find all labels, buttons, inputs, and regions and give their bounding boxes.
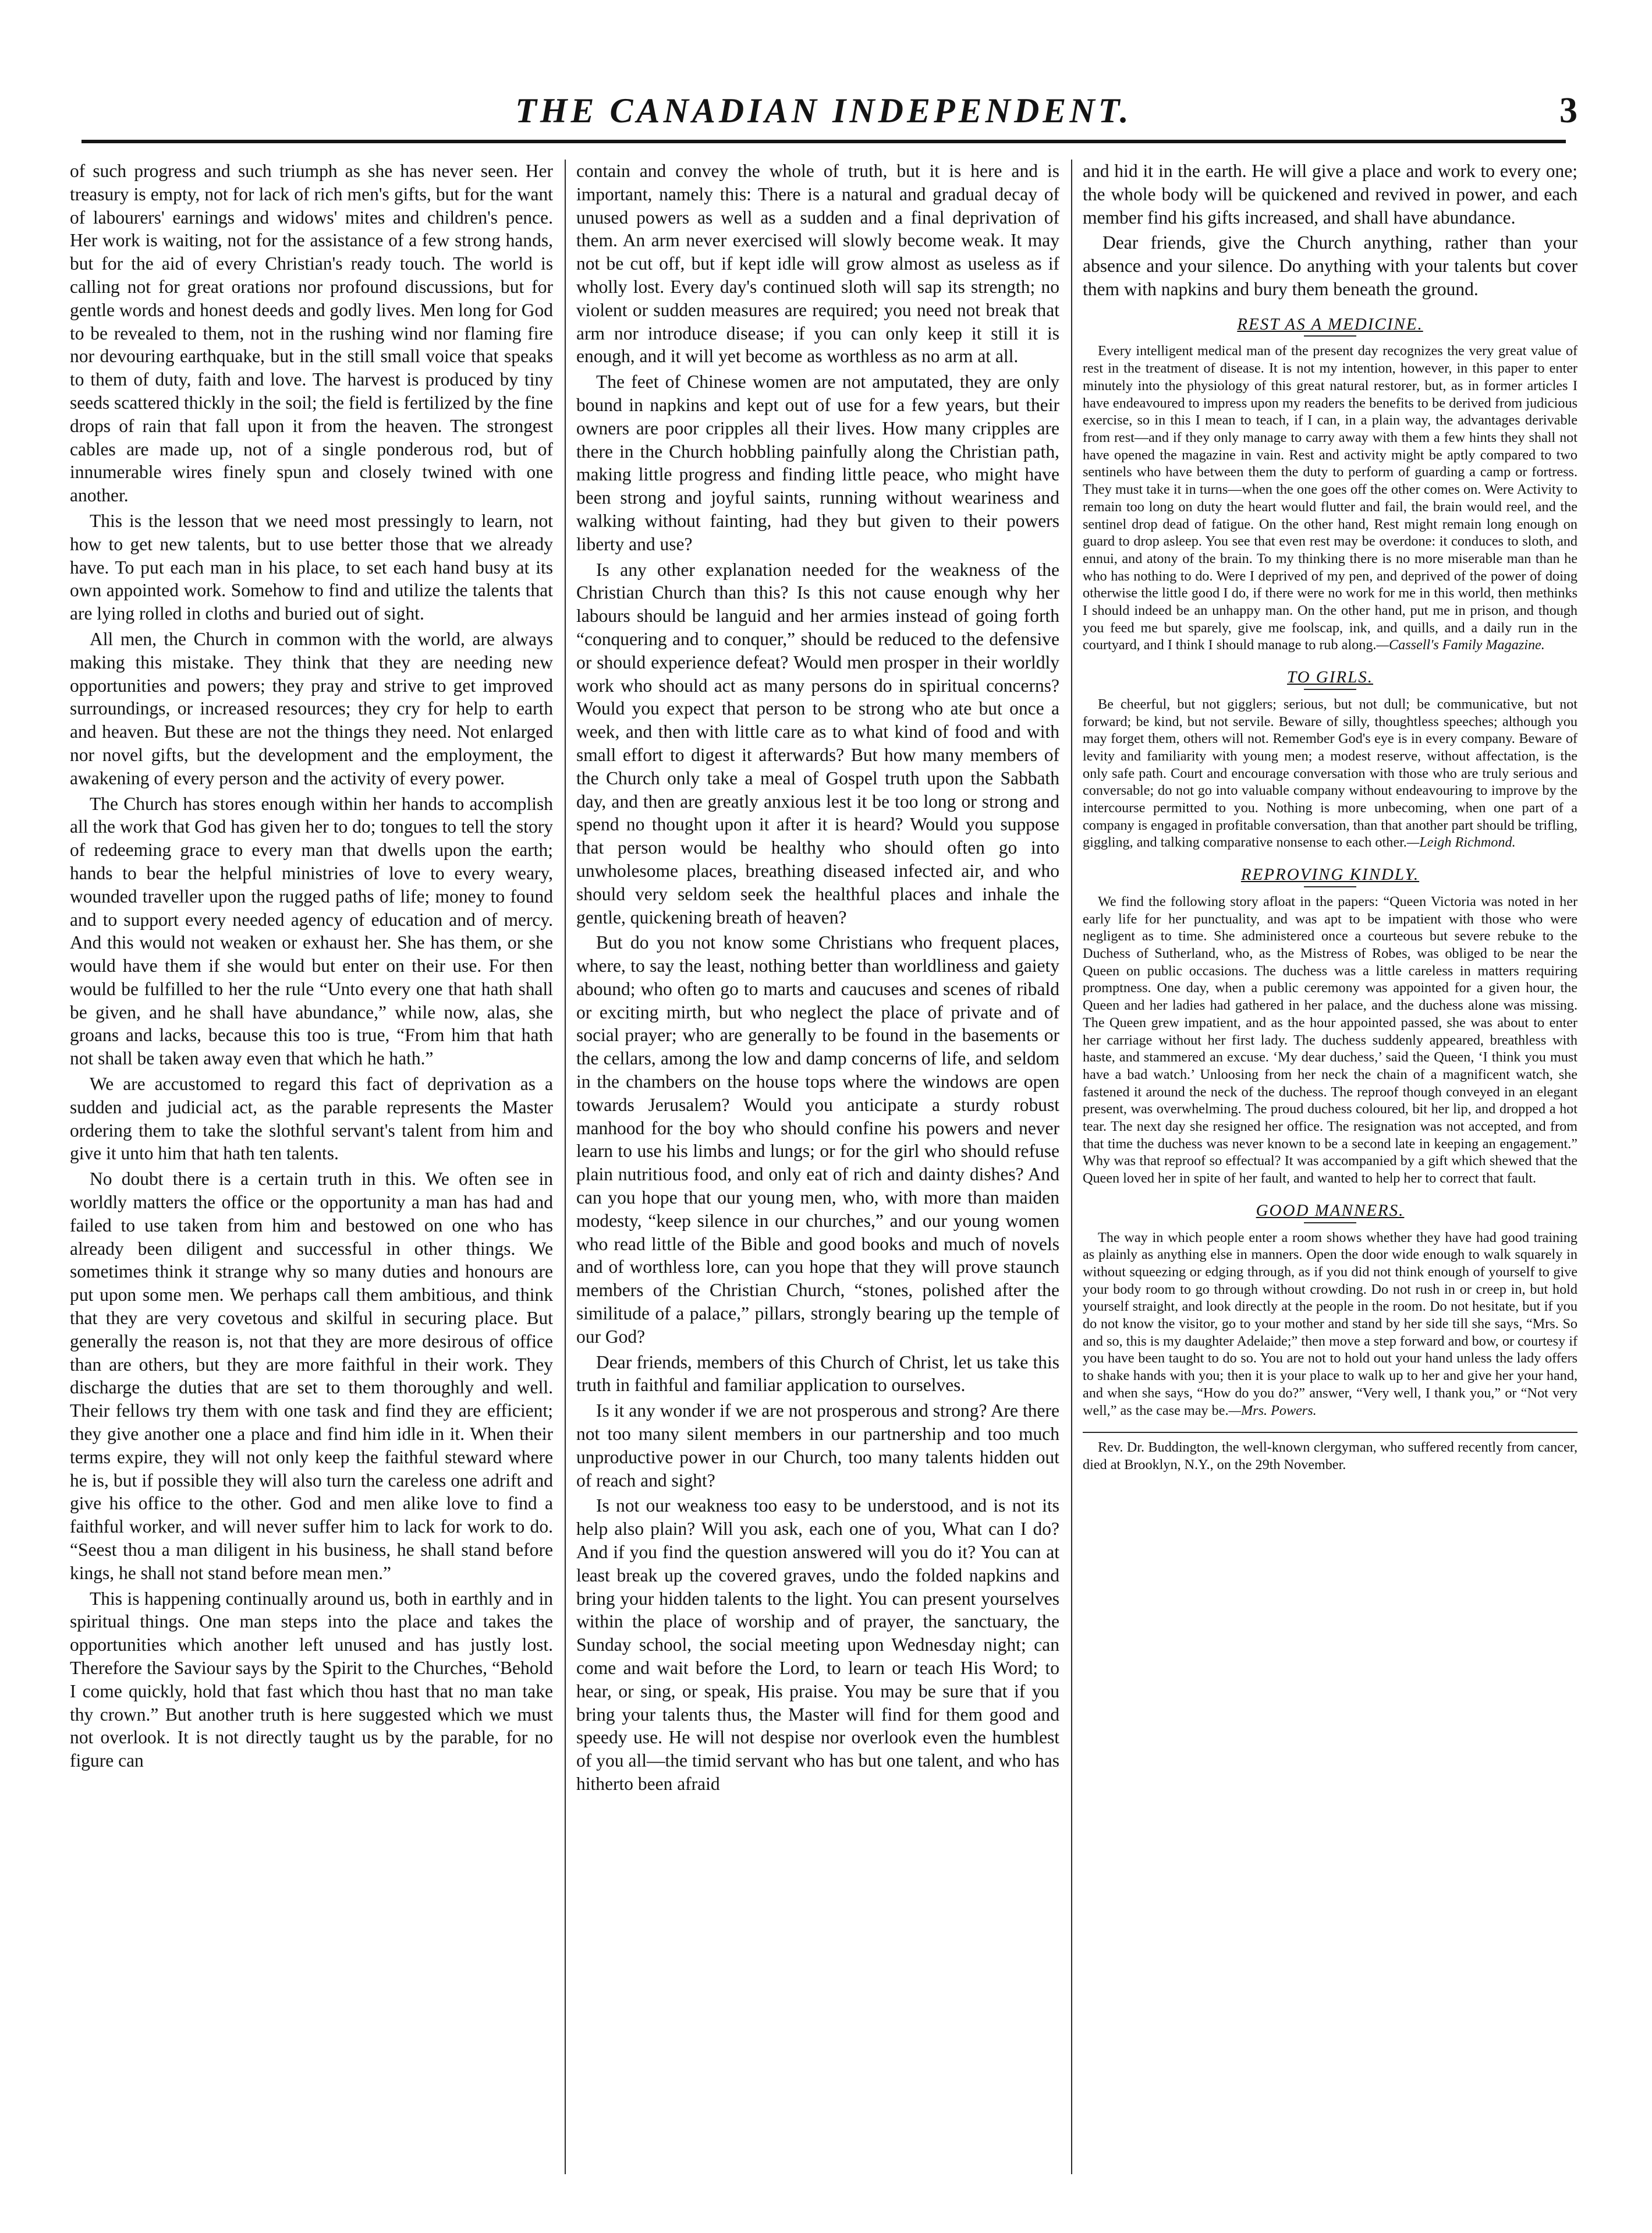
article-heading: REPROVING KINDLY. (1240, 865, 1420, 884)
paragraph: All men, the Church in common with the world, are always making this mistake. They think that they are needing new opportunities and powers; they pray and strive to get improved surroundings, or increased resources; they cry for help to earth and heaven. But these are not the things they need. Not enlarged nor novel gifts, but the development and the employment, the awakening of every person and the activity of every power. (70, 628, 553, 788)
masthead (70, 87, 1577, 143)
paragraph: Is any other explanation needed for the weakness of the Christian Church than this? Is this not cause enough why her labours should be languid and her armies instead of going forth “conquering and to conquer,” should be reduced to the defensive or should experience defeat? Would men prosper in their worldly work who should act as many persons do in spiritual concerns? Would you expect that person to be strong who ate but once a week, and then with little care as to what kind of food and with small effort to digest it afterwards? But how many members of the Church only take a meal of Gospel truth upon the Sabbath day, and then are greatly anxious lest it be too long or strong and spend no thought upon it after it is heard? Would you suppose that person would be healthy who should often go into unwholesome places, breathing diseased infected air, and who should very seldom seek the healthful places and inhale the gentle, quickening breath of heaven? (576, 559, 1059, 928)
masthead-rule (81, 140, 1566, 143)
column-rule (565, 160, 566, 2174)
column-3 (1083, 160, 1577, 2174)
paragraph: Is it any wonder if we are not prosperous and strong? Are there not too many silent members in our partnership and too much unproductive power in our Church, too many talents hidden out of reach and sight? (576, 1400, 1059, 1491)
obituary-note (1083, 1432, 1577, 1473)
paragraph: Is not our weakness too easy to be understood, and is not its help also plain? Will you ask, each one of you, What can I do? And if you find the question answered will you do it? You can at least break up the covered graves, undo the folded napkins and bring your hidden talents to the light. You can present yourselves within the place of worship and of prayer, the sanctuary, the Sunday school, the social meeting upon Wednesday night; can come and wait before the Lord, to learn or teach His Word; to hear, or sing, or speak, His praise. You may be sure that if you bring your talents thus, the Master will find for them good and speedy use. He will not despise nor overlook even the humblest of you all—the timid servant who has but one talent, and who has hitherto been afraid (576, 1495, 1059, 1794)
heading-rule (1304, 689, 1356, 690)
paragraph: This is happening continually around us, both in earthly and in spiritual things. One man steps into the place and takes the opportunities which another left unused and has justly lost. Therefore the Saviour says by the Spirit to the Churches, “Behold I come quickly, hold that fast which thou hast that no man take thy crown.” But another truth is here suggested which we must not overlook. It is not directly taught us by the parable, for no figure can (70, 1588, 553, 1771)
article-heading: GOOD MANNERS. (1256, 1201, 1405, 1220)
article-reproving-kindly (1083, 866, 1577, 1187)
heading-rule (1304, 886, 1356, 887)
article-text: The way in which people enter a room shows whether they have had good training as plainly as anything else in manners. Open the door wide enough to walk squarely in without squeezing or edging through, as if you did not think enough of yourself to give your body room to go through without crowding. Do not rush in or creep in, but hold yourself straight, and look directly at the people in the room. Do not hesitate, but if you do not know the visitor, go to your mother and stand by her side till she says, “Mrs. So and so, this is my daughter Adelaide;” then move a step forward and bow, or courtesy if you have been taught to do so. You are not to hold out your hand unless the lady offers to shake hands with you; then it is your place to walk up to her and give her your hand, and when she says, “How do you do?” answer, “Very well, I thank you,” or “Not very well,” as the case may be. (1083, 1229, 1577, 1418)
article-text: Be cheerful, but not gigglers; serious, but not dull; be communicative, but not forward; be kind, but not servile. Beware of silly, thoughtless speeches; although you may forget them, others will not. Remember God's eye is in every company. Beware of levity and familiarity with young men; a modest reserve, without affectation, is the only safe path. Court and encourage conversation with those who are truly serious and conversable; do not go into valuable company without endeavouring to improve by the intercourse permitted to you. Nothing is more unbecoming, when one part of a company is engaged in profitable conversation, than that another part should be trifling, giggling, and talking comparative nonsense to each other. (1083, 696, 1577, 851)
column-1 (70, 160, 553, 2174)
article-to-girls (1083, 669, 1577, 851)
paragraph: Dear friends, give the Church anything, rather than your absence and your silence. Do anything with your talents but cover them with napkins and bury them beneath the ground. (1083, 232, 1577, 299)
heading-rule (1304, 1222, 1356, 1223)
article-heading: REST AS A MEDICINE. (1237, 314, 1423, 334)
paragraph: The feet of Chinese women are not amputated, they are only bound in napkins and kept out of use for a few years, but their owners are poor cripples all their lives. How many cripples are there in the Church hobbling painfully along the Christian path, making little progress and finding little peace, who might have been strong and joyful saints, running without weariness and walking without fainting, had they but given to their powers liberty and use? (576, 371, 1059, 554)
heading-rule (1304, 335, 1356, 337)
paragraph: Dear friends, members of this Church of Christ, let us take this truth in faithful and familiar application to ourselves. (576, 1351, 1059, 1396)
page-number: 3 (1559, 91, 1577, 130)
article-body: We find the following story afloat in the papers: “Queen Victoria was noted in her early life for her punctuality, and was apt to be impatient with those who were negligent as to time. She administered once a courteous but severe rebuke to the Duchess of Sutherland, who, as the Mistress of Robes, was obliged to be near the Queen on public occasions. The duchess was a little careless in matters requiring promptness. One day, when a public ceremony was appointed for a given hour, the Queen and her ladies had gathered in her palace, and the duchess alone was missing. The Queen grew impatient, and as the hour appointed passed, she was about to enter her carriage without her first lady. The duchess suddenly appeared, breathless with haste, and stammered an excuse. ‘My dear duchess,’ said the Queen, ‘I think you must have a bad watch.’ Unloosing from her neck the chain of a magnificent watch, she fastened it around the neck of the duchess. The reproof though conveyed in an elegant present, was overwhelming. The proud duchess coloured, bit her lip, and dropped a hot tear. The next day she resigned her office. The resignation was not accepted, and from that time the duchess was never known to be a second late in keeping an engagement.” Why was that reproof so effectual? It was accompanied by a gift which shewed that the Queen loved her in spite of her fault, and wanted to help her to correct that fault. (1083, 893, 1577, 1187)
paragraph: The Church has stores enough within her hands to accomplish all the work that God has given her to do; tongues to tell the story of redeeming grace to every man that dwells upon the earth; hands to bear the helpful ministries of love to every weary, wounded traveller upon the rugged paths of life; money to found and to support every needed agency of education and of mercy. And this would not weaken or exhaust her. She has them, or she would have them if she would but enter on their use. For then would be fulfilled to her the rule “Unto every one that hath shall be given, and he shall have abundance,” while now, alas, she groans and lacks, because this too is true, “From him that hath not shall be taken away even that which he hath.” (70, 793, 553, 1069)
article-text: Every intelligent medical man of the present day recognizes the very great value of rest in the treatment of disease. It is not my intention, however, in this paper to enter minutely into the physiology of this great natural restorer, but, as in former articles I have endeavoured to impress upon my readers the benefits to be derived from judicious exercise, so in this I mean to teach, if I can, in a plain way, the advantages derivable from rest—and if they only manage to carry away with them a few hints they shall not have opened the magazine in vain. Rest and activity might be aptly compared to two sentinels who have between them the duty to perform of guarding a camp or fortress. They must take it in turns—when the one goes off the other comes on. Were Activity to remain too long on duty the heart would flutter and fail, the brain would reel, and the sentinel drop dead of fatigue. On the other hand, Rest might remain long enough on guard to drop asleep. You see that even rest may be overdone: it conduces to sloth, and ennui, and atony of the brain. To my thinking there is no more miserable man than he who has nothing to do. Were I deprived of my pen, and deprived of the power of doing otherwise the little good I do, if there were no work for me in this world, then methinks I should indeed be an unhappy man. On the other hand, put me in prison, and though you feed me but sparely, give me foolscap, ink, and quills, and a daily run in the courtyard, and I think I should manage to rub along. (1083, 343, 1577, 653)
article-attribution: —Cassell's Family Magazine. (1376, 637, 1545, 653)
newspaper-page (70, 87, 1577, 2184)
paragraph: contain and convey the whole of truth, but it is here and is important, namely this: There is a natural and gradual decay of unused powers as well as a sudden and a final deprivation of them. An arm never exercised will slowly become weak. It may not be cut off, but if kept idle will grow almost as useless as if wholly lost. Every day's continued sloth will sap its strength; no violent or sudden measures are required; you need not break that arm nor introduce disease; if you can only keep it still it is enough, and it will yet become as worthless as no arm at all. (576, 161, 1059, 367)
obituary-text: Rev. Dr. Buddington, the well-known clergyman, who suffered recently from cancer, died at Brooklyn, N.Y., on the 29th November. (1083, 1439, 1577, 1473)
paragraph: But do you not know some Christians who frequent places, where, to say the least, nothing better than worldliness and gaiety abound; who often go to marts and caucuses and scenes of ribald or exciting mirth, but who neglect the place of private and of social prayer; who are generally to be found in the basements or the cellars, among the low and damp concerns of life, and seldom in the chambers on the house tops where the windows are open towards Jerusalem? Would you anticipate a sturdy robust manhood for the boy who should confine his powers and never learn to use his limbs and lungs; or for the girl who should refuse plain nutritious food, and only eat of rich and dainty dishes? And can you hope that our young men, who, with more than maiden modesty, “keep silence in our churches,” and our young women who read little of the Bible and good books and much of novels and of worthless lore, can you hope that they will prove staunch members of the Christian Church, “stones, polished after the similitude of a palace,” pillars, strongly bearing up the temple of our God? (576, 932, 1059, 1347)
article-attribution: —Mrs. Powers. (1228, 1402, 1317, 1418)
paragraph: This is the lesson that we need most pressingly to learn, not how to get new talents, but to use better those that we already have. To put each man in his place, to set each hand busy at its own appointed work. Somehow to find and utilize the talents that are lying rolled in cloths and buried out of sight. (70, 510, 553, 624)
article-body (1083, 1229, 1577, 1420)
paragraph: We are accustomed to regard this fact of deprivation as a sudden and judicial act, as the parable represents the Master ordering them to take the slothful servant's talent from him and give it unto him that hath ten talents. (70, 1074, 553, 1164)
masthead-title: THE CANADIAN INDEPENDENT. (515, 91, 1132, 130)
article-good-manners (1083, 1202, 1577, 1419)
article-body (1083, 342, 1577, 654)
column-2 (576, 160, 1059, 2174)
article-rest-as-medicine (1083, 316, 1577, 654)
paragraph: of such progress and such triumph as she has never seen. Her treasury is empty, not for lack of rich men's gifts, but for the want of labourers' earnings and widows' mites and children's pence. Her work is waiting, not for the assistance of a few strong hands, but for the aid of every Christian's ready touch. The world is calling not for great orations nor profound discussions, but for gentle words and honest deeds and godly lives. Men long for God to be revealed to them, not in the rushing wind nor flaming fire nor devouring earthquake, but in the still small voice that speaks to them of duty, faith and love. The harvest is produced by tiny seeds scattered thickly in the soil; the field is fertilized by the fine drops of rain that fall upon it from the heaven. The strongest cables are made up, not of a single ponderous rod, but of innumerable wires finely spun and closely twined with one another. (70, 161, 553, 506)
column-rule (1071, 160, 1072, 2174)
paragraph: and hid it in the earth. He will give a place and work to every one; the whole body will be quickened and revived in power, and each member find his gifts increased, and shall have abundance. (1083, 161, 1577, 228)
paragraph: No doubt there is a certain truth in this. We often see in worldly matters the office or the opportunity a man has had and failed to use taken from him and bestowed on one who has already been diligent and successful in other things. We sometimes think it strange why so many duties and honours are put upon some men. We perhaps call them ambitious, and think that they are very covetous and skilful in securing place. But generally the reason is, not that they are more desirous of office than are others, but they are more faithful in their work. They discharge the duties that are set to them thoroughly and well. Their fellows try them with one task and find they are efficient; they give another one a place and find him idle in it. When their terms expire, they will not only keep the faithful steward where he is, but if possible they will also turn the careless one adrift and give his office to the other. God and men alike love to find a faithful worker, and will never suffer him to lack for work to do. “Seest thou a man diligent in his business, he shall stand before kings, he shall not stand before mean men.” (70, 1169, 553, 1583)
article-body (1083, 696, 1577, 851)
article-attribution: —Leigh Richmond. (1406, 834, 1516, 851)
article-heading: TO GIRLS. (1287, 668, 1373, 687)
